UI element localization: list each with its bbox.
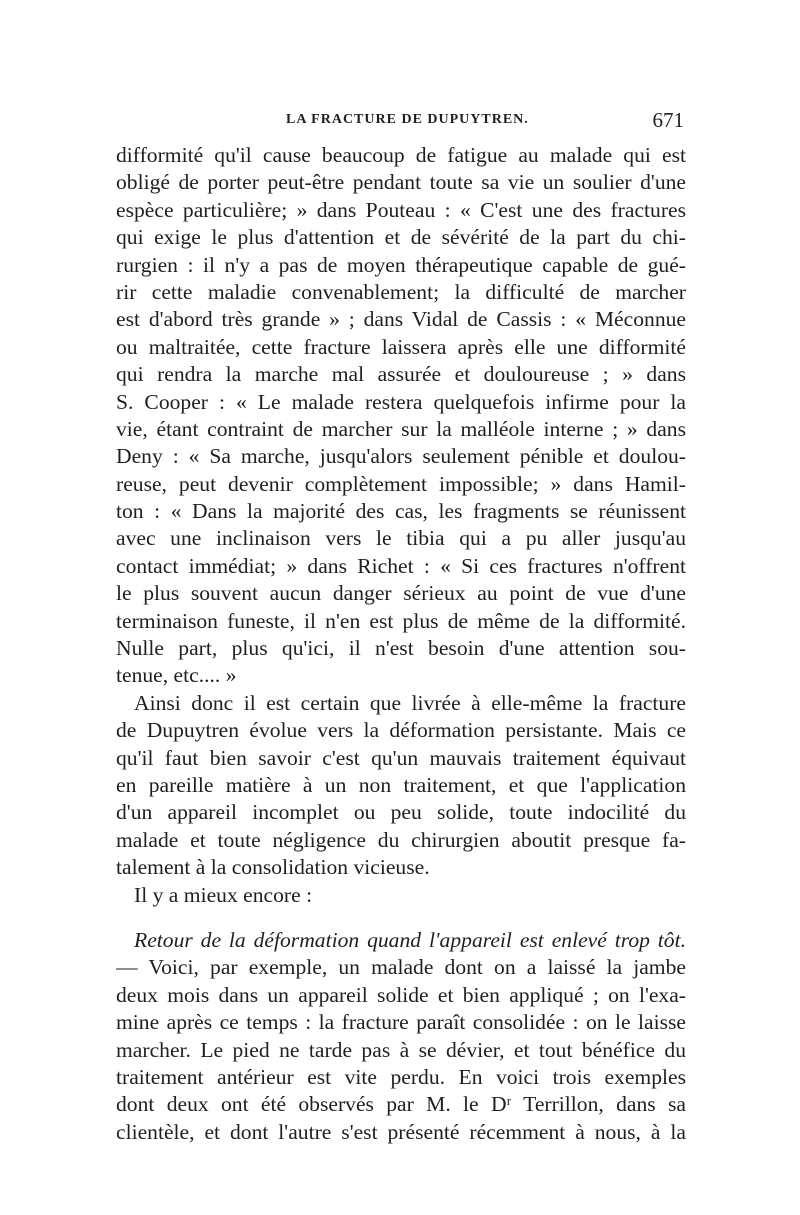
text-line: avec une inclinaison vers le tibia qui a pu aller jusqu'au — [116, 526, 686, 551]
running-head — [118, 108, 684, 138]
text-line: obligé de porter peut-être pendant toute sa vie un soulier d'une — [116, 170, 686, 195]
body-text — [116, 142, 686, 1146]
text-line: ou maltraitée, cette fracture laissera après elle une difformité — [116, 334, 686, 359]
paragraph-1 — [116, 142, 686, 690]
text-line: qui rendra la marche mal assurée et douloureuse ; » dans — [116, 362, 686, 387]
text-line: contact immédiat; » dans Richet : « Si ces fractures n'offrent — [116, 553, 686, 578]
text-line: terminaison funeste, il n'en est plus de même de la difformité. — [116, 608, 686, 633]
paragraph-2 — [116, 690, 686, 882]
text-line: est d'abord très grande » ; dans Vidal de Cassis : « Méconnue — [116, 307, 686, 332]
page-number: 671 — [652, 108, 684, 132]
text-line: clientèle, et dont l'autre s'est présenté récemment à nous, à la — [116, 1119, 686, 1144]
text-line: Ainsi donc il est certain que livrée à elle-même la fracture — [134, 690, 686, 715]
text-line: le plus souvent aucun danger sérieux au point de vue d'une — [116, 581, 686, 606]
text-line: ton : « Dans la majorité des cas, les fragments se réunissent — [116, 499, 686, 524]
section-heading: Retour de la déformation quand l'appareil est enlevé trop tôt. — [134, 927, 686, 952]
section-spacer — [116, 909, 686, 927]
text-line: qui exige le plus d'attention et de sévérité de la part du chi- — [116, 225, 686, 250]
text-line: mine après ce temps : la fracture paraît consolidée : on le laisse — [116, 1010, 686, 1035]
text-line: — Voici, par exemple, un malade dont on a laissé la jambe — [116, 955, 686, 980]
text-line: S. Cooper : « Le malade restera quelquefois infirme pour la — [116, 389, 686, 414]
text-line: de Dupuytren évolue vers la déformation persistante. Mais ce — [116, 718, 686, 743]
text-line: Il y a mieux encore : — [134, 882, 313, 907]
text-line: en pareille matière à un non traitement, et que l'application — [116, 772, 686, 797]
text-line: malade et toute négligence du chirurgien aboutit presque fa- — [116, 827, 686, 852]
text-line: tenue, etc.... » — [116, 663, 237, 688]
text-line: deux mois dans un appareil solide et bien appliqué ; on l'exa- — [116, 982, 686, 1007]
text-line: traitement antérieur est vite perdu. En voici trois exemples — [116, 1064, 686, 1089]
text-line: espèce particulière; » dans Pouteau : « C'est une des fractures — [116, 197, 686, 222]
text-line: vie, étant contraint de marcher sur la malléole interne ; » dans — [116, 416, 686, 441]
text-line: dont deux ont été observés par M. le Dʳ Terrillon, dans sa — [116, 1092, 686, 1117]
text-line: Deny : « Sa marche, jusqu'alors seulement pénible et doulou- — [116, 444, 686, 469]
running-title: LA FRACTURE DE DUPUYTREN. — [286, 112, 529, 127]
text-line: difformité qu'il cause beaucoup de fatigue au malade qui est — [116, 143, 686, 167]
text-line: talement à la consolidation vicieuse. — [116, 855, 430, 880]
text-line: rir cette maladie convenablement; la difficulté de marcher — [116, 279, 686, 304]
text-line: Nulle part, plus qu'ici, il n'est besoin d'une attention sou- — [116, 636, 686, 661]
text-line: rurgien : il n'y a pas de moyen thérapeutique capable de gué- — [116, 252, 686, 277]
section-retour-deformation — [116, 927, 686, 1146]
text-line: marcher. Le pied ne tarde pas à se dévier, et tout bénéfice du — [116, 1037, 686, 1062]
paragraph-3 — [116, 882, 686, 909]
text-line: d'un appareil incomplet ou peu solide, toute indocilité du — [116, 800, 686, 825]
text-line: reuse, peut devenir complètement impossible; » dans Hamil- — [116, 471, 686, 496]
text-line: qu'il faut bien savoir c'est qu'un mauvais traitement équivaut — [116, 745, 686, 770]
